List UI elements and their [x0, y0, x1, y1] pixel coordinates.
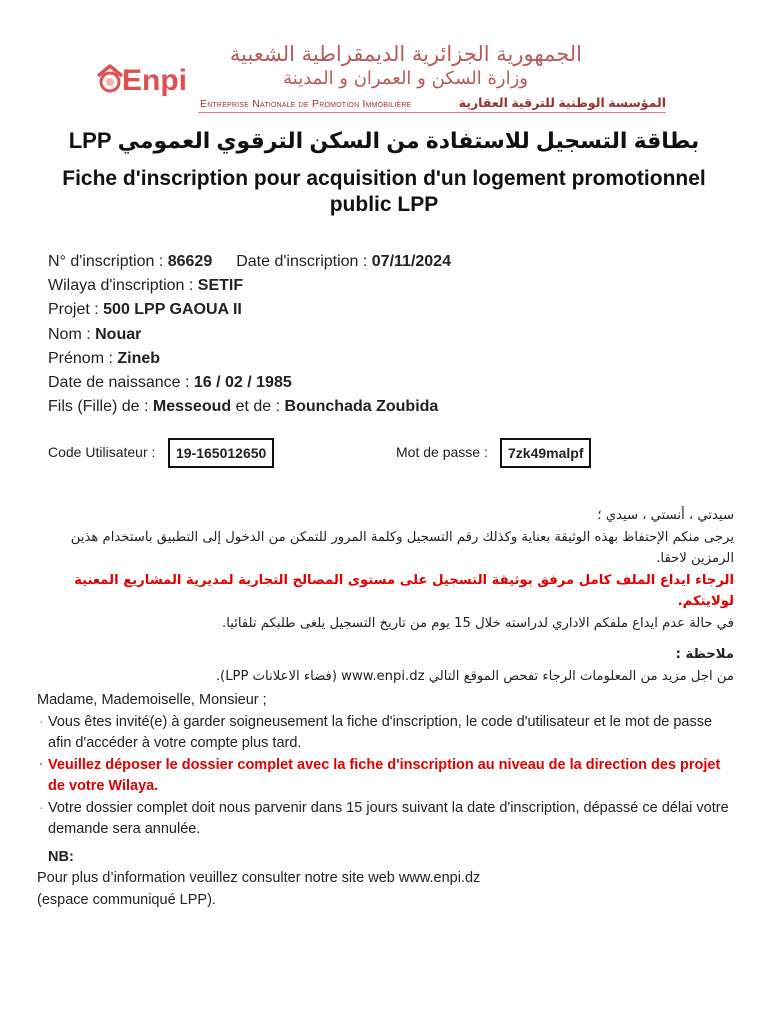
inscription-row: [48, 250, 728, 274]
ar-line-keep-document: يرجى منكم الإحتفاظ بهذه الوثيقة بعناية وكذلك رقم التسجيل وكلمة المرور للتمكن من الدخول إلى التطبيق باستخدام هذين الرمزين لاحقا.: [70, 529, 734, 566]
projet-row: [48, 298, 728, 322]
parents-row: [48, 395, 728, 419]
ministry-title-ar: وزارة السكن و العمران و المدينة: [283, 68, 528, 89]
enterprise-name-ar: المؤسسة الوطنية للترقية العقارية: [458, 96, 666, 110]
ar-line-deposit-red: الرجاء ايداع الملف كامل مرفق بوثيقة التسجيل على مستوى المصالح التجارية لمديرية المشاريع المعنية لولايتكم.: [74, 572, 734, 609]
document-header: [0, 0, 768, 120]
prenom-value: Zineb: [117, 349, 161, 367]
nb-line-espace: (espace communiqué LPP).: [37, 891, 216, 908]
page-title-ar: بطاقة التسجيل للاستفادة من السكن الترقوي العمومي LPP: [68, 128, 700, 153]
arabic-notice: [34, 505, 734, 687]
logo-text: Enpi: [122, 64, 187, 97]
ar-line-deadline: في حالة عدم ايداع ملفكم الاداري لدراسته خلال 15 يوم من تاريخ التسجيل يلغى طلبكم تلقائيا.: [222, 615, 734, 631]
header-divider: [198, 112, 666, 113]
french-notice: [37, 690, 737, 911]
user-code-label: Code Utilisateur :: [48, 444, 156, 460]
credentials-row: [48, 438, 728, 468]
prenom-label: Prénom :: [48, 349, 118, 367]
projet-value: 500 LPP GAOUA II: [103, 301, 242, 319]
date-inscription-value: 07/11/2024: [371, 253, 451, 270]
fr-bullet-deposit-red: · Veuillez déposer le dossier complet avec la fiche d'inscription au niveau de la direction des projet de votre Wilaya.: [48, 755, 737, 798]
fr-bullet-keep: · Vous êtes invité(e) à garder soigneusement la fiche d'inscription, le code d'utilisateur et le mot de passe afin d'accéder à votre compte plus tard.: [48, 712, 737, 755]
page-title-fr: Fiche d'inscription pour acquisition d'un logement promotionnel public LPP: [62, 167, 706, 216]
republic-title-ar: الجمهورية الجزائرية الديمقراطية الشعبية: [229, 42, 582, 66]
mere-value: Bounchada Zoubida: [284, 398, 439, 416]
nom-value: Nouar: [95, 325, 142, 343]
date-inscription-label: Date d'inscription :: [236, 253, 372, 270]
inscription-number: 86629: [167, 253, 213, 270]
ar-note-title: ملاحظة :: [675, 647, 734, 662]
naissance-value: 16 / 02 / 1985: [193, 373, 292, 391]
fr-greeting: Madame, Mademoiselle, Monsieur ;: [37, 692, 267, 708]
password-box: 7zk49malpf: [500, 438, 591, 468]
user-code-box: 19-165012650: [168, 438, 274, 468]
nb-title: NB:: [48, 848, 74, 865]
et-de-label: et de :: [231, 398, 285, 416]
wilaya-row: [48, 274, 728, 298]
pere-value: Messeoud: [152, 398, 232, 416]
enpi-logo: [94, 54, 194, 104]
nom-row: [48, 323, 728, 347]
nb-line-website: Pour plus d’information veuillez consulter notre site web www.enpi.dz: [37, 870, 481, 886]
nom-label: Nom :: [48, 325, 96, 343]
enterprise-name-fr: Entreprise Nationale de Promotion Immobilière: [200, 98, 412, 110]
naissance-row: [48, 371, 728, 395]
ar-greeting: سيدتي ، أنستي ، سيدي ؛: [597, 508, 734, 523]
inscription-label: N° d'inscription :: [48, 253, 168, 270]
applicant-info: [48, 250, 728, 419]
ar-note-line: من اجل مزيد من المعلومات الرجاء تفحص الموقع التالي www.enpi.dz (فضاء الاعلانات LPP).: [215, 668, 734, 684]
projet-label: Projet :: [48, 301, 104, 319]
wilaya-value: SETIF: [197, 277, 244, 295]
fils-label: Fils (Fille) de :: [48, 398, 153, 416]
naissance-label: Date de naissance :: [48, 373, 194, 391]
password-label: Mot de passe :: [396, 444, 488, 460]
fr-bullet-deadline: · Votre dossier complet doit nous parvenir dans 15 jours suivant la date d'inscription, dépassé ce délai votre demande sera annulée.: [48, 798, 737, 841]
fr-bullets: [37, 712, 737, 841]
prenom-row: [48, 347, 728, 371]
wilaya-label: Wilaya d'inscription :: [48, 277, 198, 295]
